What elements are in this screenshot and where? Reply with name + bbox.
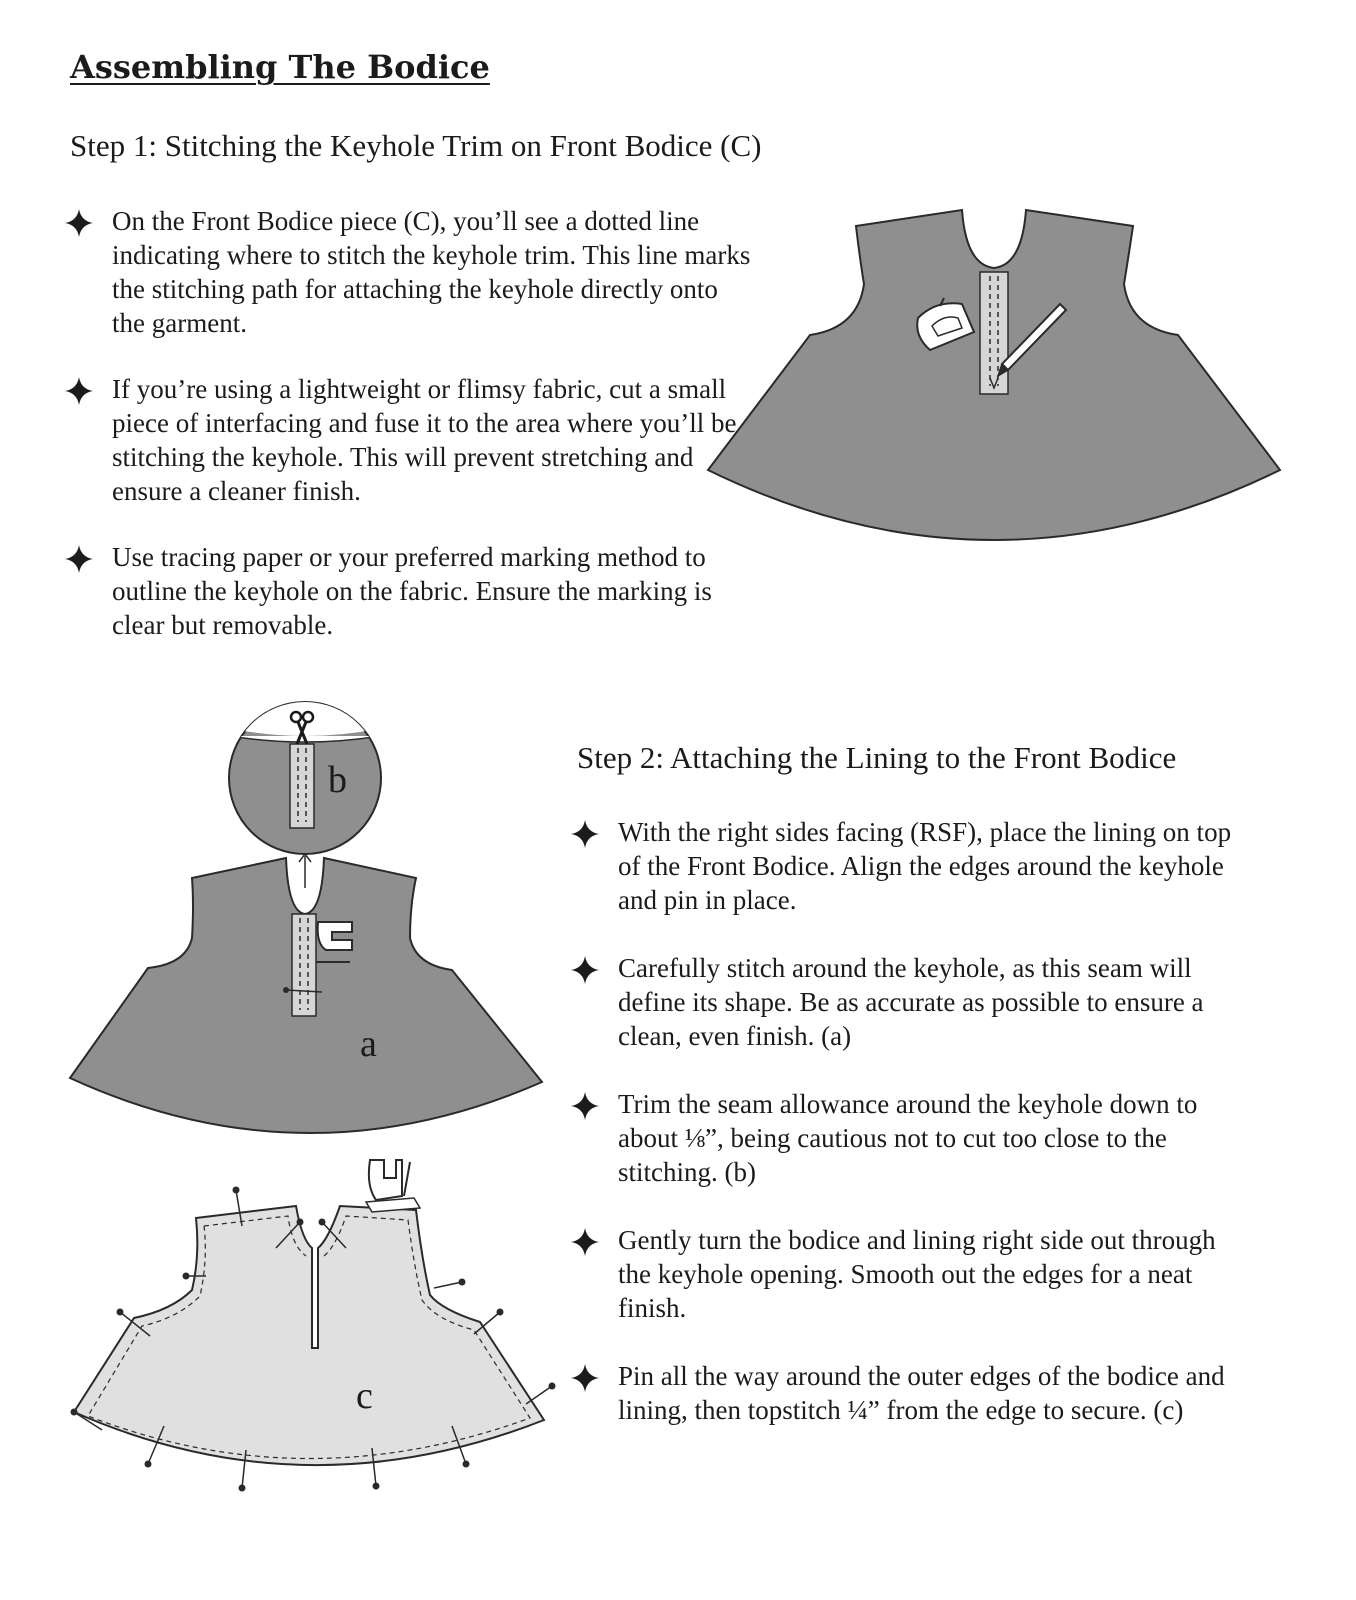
- zoom-detail-b: [210, 700, 400, 854]
- step2-item-text: With the right sides facing (RSF), place the lining on top of the Front Bodice. Align the edges around the keyhole and pin in place.: [618, 817, 1232, 915]
- step1-item-text: On the Front Bodice piece (C), you’ll see a dotted line indicating where to stitch the keyhole trim. This line marks the stitching path for attaching the keyhole directly onto the garment.: [112, 206, 751, 338]
- step2-item: [570, 1087, 1250, 1189]
- step1-item: [64, 204, 754, 340]
- front-bodice-illustration: [700, 200, 1290, 560]
- step2-item: [570, 815, 1250, 917]
- step1-list: [64, 204, 754, 674]
- label-b: b: [328, 759, 347, 801]
- presser-foot-icon: [366, 1160, 420, 1212]
- star-bullet-icon: [570, 1091, 600, 1121]
- step2-item: [570, 1359, 1250, 1427]
- step1-item: [64, 372, 754, 508]
- star-bullet-icon: [570, 1227, 600, 1257]
- step2-item-text: Gently turn the bodice and lining right side out through the keyhole opening. Smooth out the edges for a neat finish.: [618, 1225, 1216, 1323]
- keyhole-trim-strip: [980, 272, 1008, 394]
- star-bullet-icon: [64, 208, 94, 238]
- step1-item-text: Use tracing paper or your preferred marking method to outline the keyhole on the fabric. Ensure the marking is clear but removable.: [112, 542, 712, 640]
- bodice-c: [71, 1160, 556, 1492]
- step2-item: [570, 1223, 1250, 1325]
- step2-item-text: Carefully stitch around the keyhole, as this seam will define its shape. Be as accurate as possible to ensure a clean, even finish. (a): [618, 953, 1204, 1051]
- page-title: Assembling The Bodice: [70, 48, 490, 86]
- step2-item: [570, 951, 1250, 1053]
- star-bullet-icon: [570, 819, 600, 849]
- star-bullet-icon: [64, 376, 94, 406]
- star-bullet-icon: [570, 1363, 600, 1393]
- lining-steps-illustration: [60, 700, 560, 1510]
- label-a: a: [360, 1023, 377, 1065]
- step2-heading: Step 2: Attaching the Lining to the Front Bodice: [577, 740, 1177, 775]
- label-c: c: [356, 1375, 373, 1417]
- step1-heading: Step 1: Stitching the Keyhole Trim on Front Bodice (C): [70, 128, 762, 163]
- step1-item: [64, 540, 754, 642]
- star-bullet-icon: [64, 544, 94, 574]
- step1-item-text: If you’re using a lightweight or flimsy fabric, cut a small piece of interfacing and fuse it to the area where you’ll be stitching the keyhole. This will prevent stretching and ensure a cleaner finish.: [112, 374, 737, 506]
- bodice-a: [70, 858, 542, 1133]
- step2-item-text: Trim the seam allowance around the keyhole down to about ⅛”, being cautious not to cut too close to the stitching. (b): [618, 1089, 1198, 1187]
- step2-item-text: Pin all the way around the outer edges of the bodice and lining, then topstitch ¼” from the edge to secure. (c): [618, 1361, 1225, 1425]
- step2-list: [570, 815, 1250, 1461]
- star-bullet-icon: [570, 955, 600, 985]
